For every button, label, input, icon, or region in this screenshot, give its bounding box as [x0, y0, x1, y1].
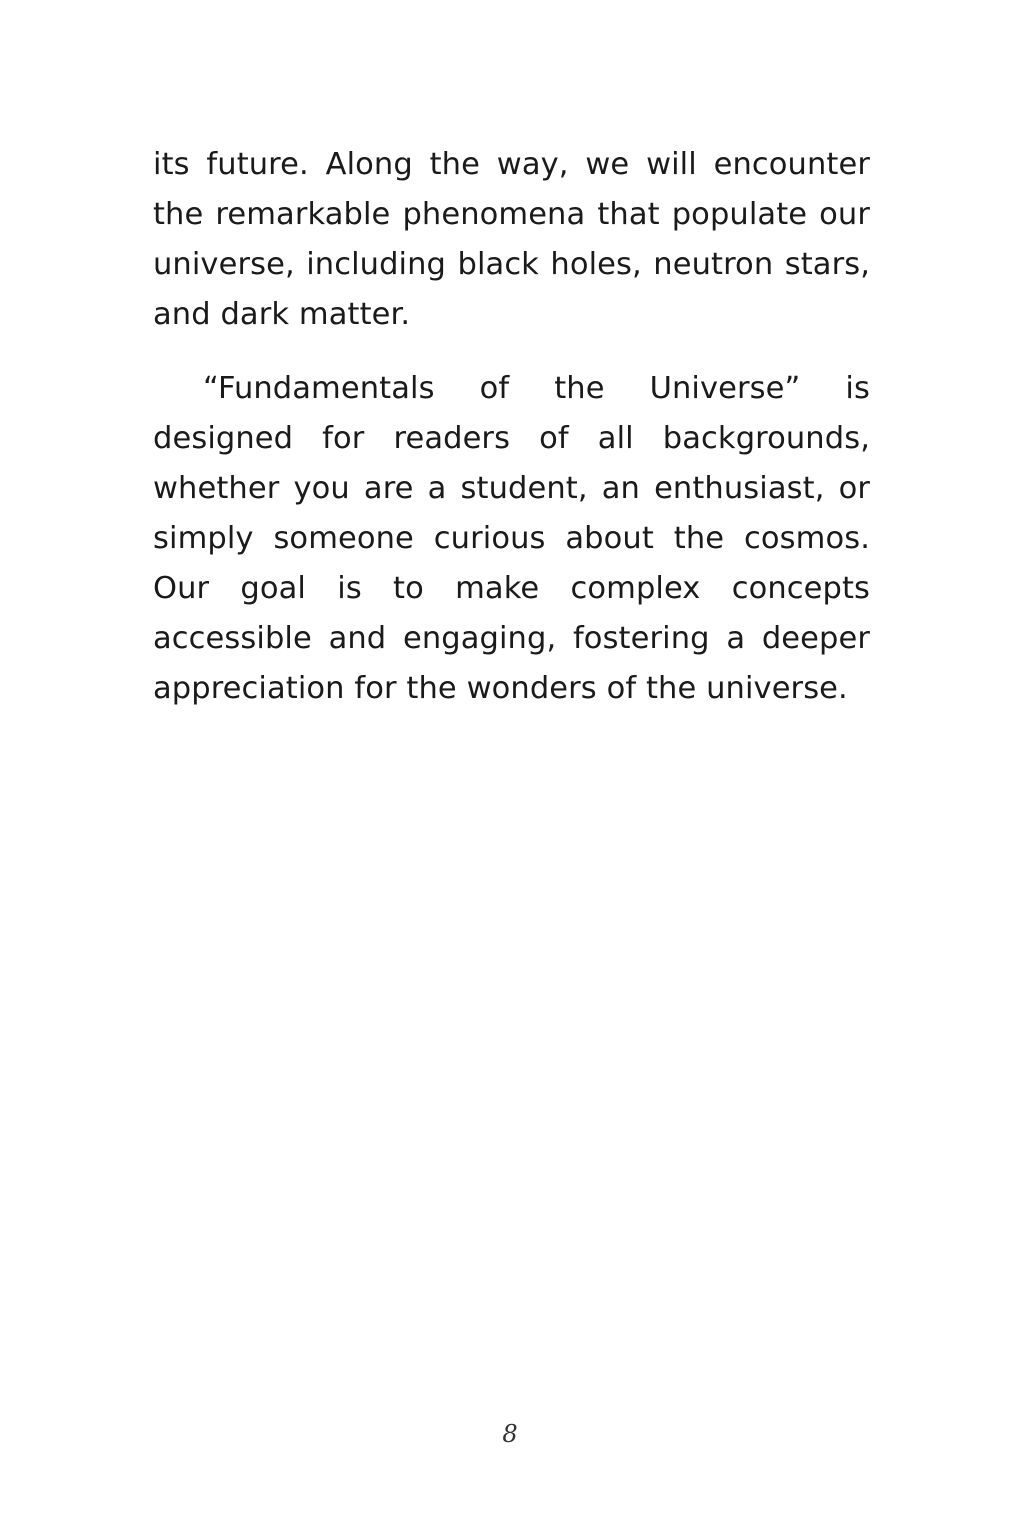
- paragraph-continued: its future. Along the way, we will encounter the remarkable phenomena that populate our universe, including black holes, neutron stars, and dark matter.: [153, 147, 870, 332]
- body-text: [153, 140, 870, 714]
- page-number: 8: [502, 1420, 518, 1448]
- paragraph-fundamentals: “Fundamentals of the Universe” is designed for readers of all backgrounds, whether you are a student, an enthusiast, or simply someone curious about the cosmos. Our goal is to make complex concepts accessible and engaging, fostering a deeper appreciation for the wonders of the universe.: [153, 371, 870, 706]
